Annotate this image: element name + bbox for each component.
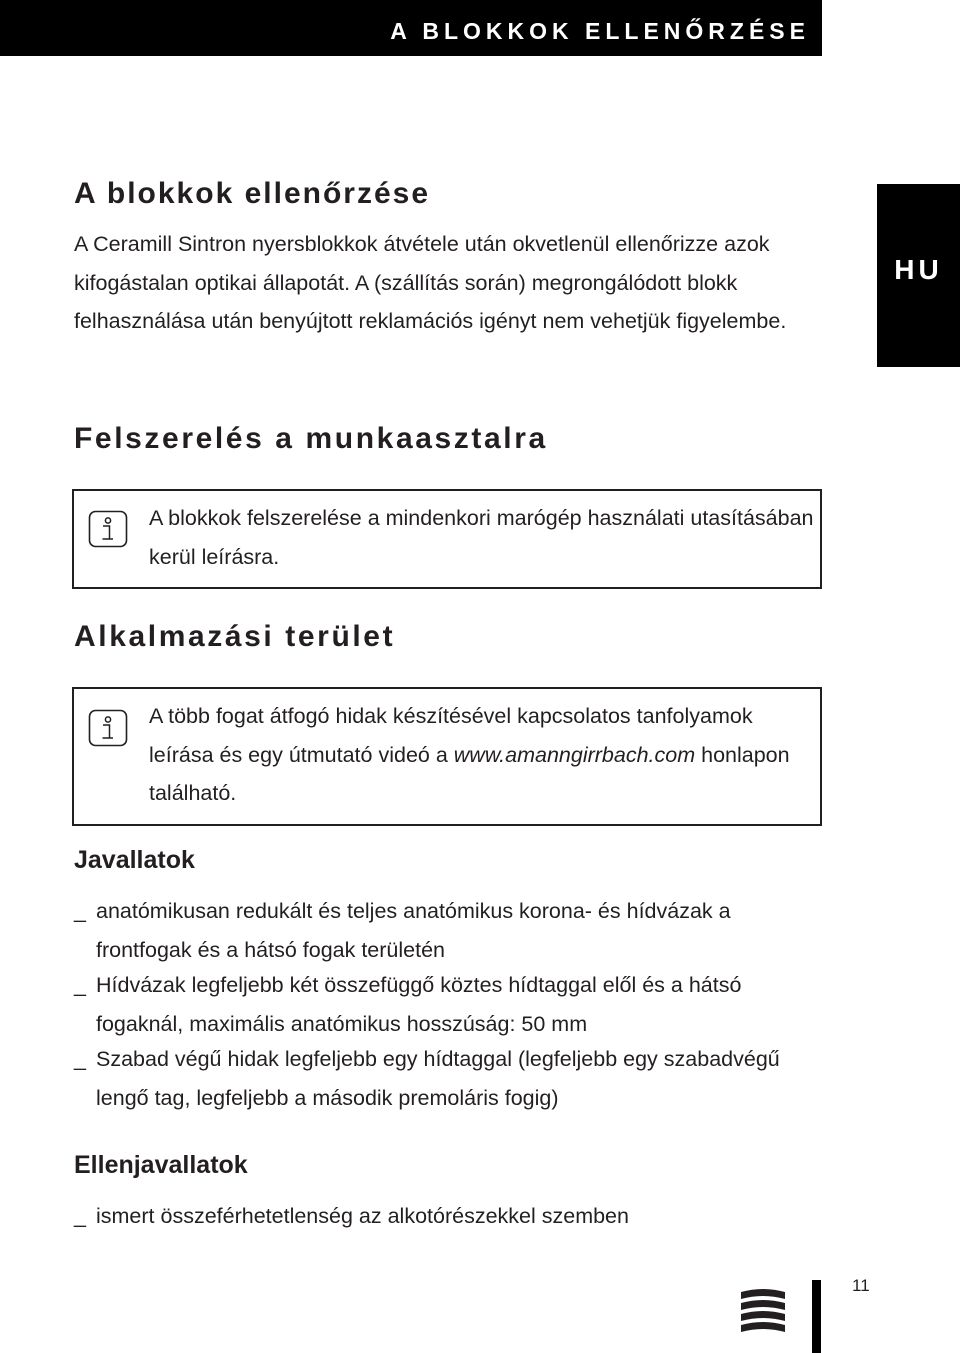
list-item-text: ismert összeférhetetlenség az alkotórészekkel szemben	[96, 1204, 629, 1228]
list-item-text: Szabad végű hidak legfeljebb egy hídtaggal (legfeljebb egy szabadvégű lengő tag, legfeljebb a második premoláris fogig)	[96, 1047, 780, 1110]
mounting-heading: Felszerelés a munkaasztalra	[74, 422, 548, 455]
list-item	[74, 966, 824, 1043]
list-item	[74, 892, 824, 969]
section-header-bar	[0, 0, 822, 56]
contraindications-list	[74, 1197, 824, 1233]
mounting-note-box	[72, 489, 822, 589]
indications-list	[74, 892, 824, 1114]
website-link[interactable]: www.amanngirrbach.com	[453, 742, 696, 767]
page-number: 11	[852, 1276, 870, 1295]
info-icon	[88, 510, 128, 548]
indications-heading: Javallatok	[74, 846, 195, 874]
application-heading: Alkalmazási terület	[74, 620, 396, 653]
application-note-text	[149, 697, 814, 813]
footer-rule	[812, 1280, 821, 1353]
list-bullet: _	[74, 973, 86, 997]
language-tab	[877, 184, 960, 367]
list-bullet: _	[74, 899, 86, 923]
list-item-text: anatómikusan redukált és teljes anatómikus korona- és hídvázak a frontfogak és a hátsó fogak területén	[96, 899, 731, 962]
contraindications-heading: Ellenjavallatok	[74, 1151, 248, 1179]
list-item-text: Hídvázak legfeljebb két összefüggő köztes hídtaggal elől és a hátsó fogaknál, maximális anatómikus hosszúság: 50 mm	[96, 973, 742, 1036]
list-bullet: _	[74, 1204, 86, 1228]
list-bullet: _	[74, 1047, 86, 1071]
info-icon	[88, 709, 128, 747]
list-item	[74, 1197, 824, 1236]
language-tab-label: HU	[894, 254, 943, 285]
page-title: A blokkok ellenőrzése	[74, 177, 431, 210]
mounting-note-text: A blokkok felszerelése a mindenkori marógép használati utasításában kerül leírásra.	[149, 506, 814, 569]
list-item	[74, 1040, 824, 1117]
application-note-text-end: honlapon található.	[149, 742, 790, 805]
section-header-title: A BLOKKOK ELLENŐRZÉSE	[390, 18, 810, 44]
application-note-box	[72, 687, 822, 826]
intro-paragraph: A Ceramill Sintron nyersblokkok átvétele után okvetlenül ellenőrizze azok kifogástalan optikai állapotát. A (szállítás során) megrongálódott blokk felhasználása után benyújtott reklamációs igényt nem vehetjük figyelembe.	[74, 232, 787, 333]
amann-girrbach-logo	[739, 1288, 787, 1334]
application-note-text-start: A több fogat átfogó hidak készítésével kapcsolatos tanfolyamok leírása és egy útmutató videó a	[149, 704, 753, 767]
